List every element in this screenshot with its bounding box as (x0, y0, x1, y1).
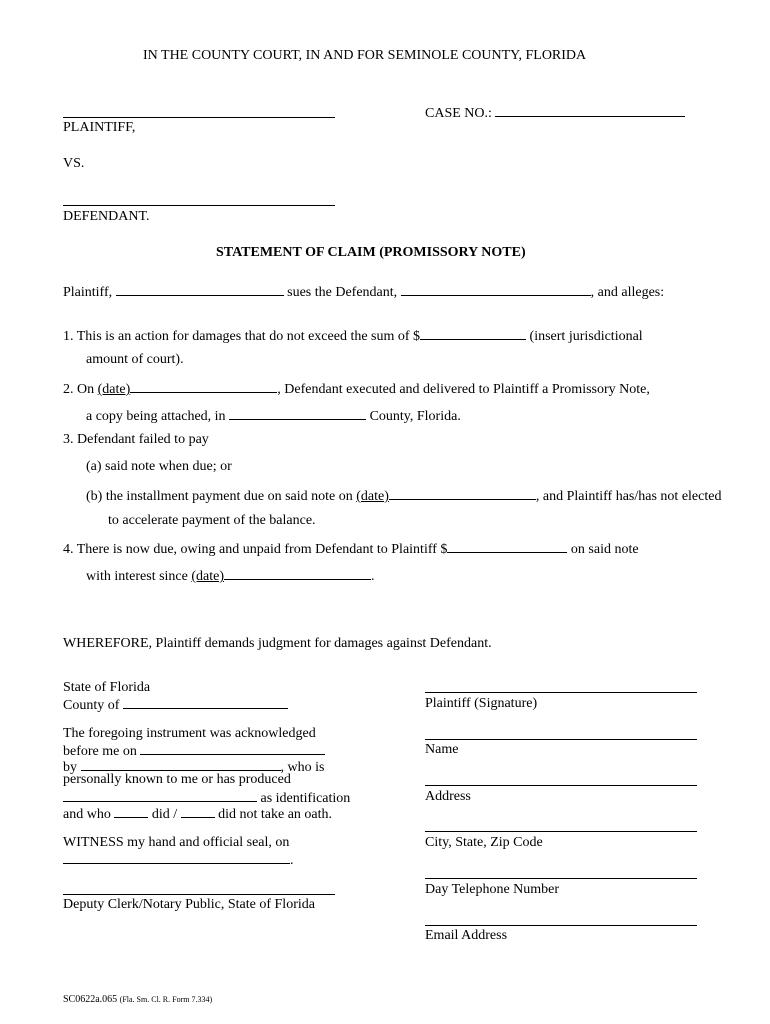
clerk-label: Deputy Clerk/Notary Public, State of Florida (63, 897, 315, 912)
notary-county-blank[interactable] (123, 695, 288, 709)
item-2-date-label: (date) (97, 382, 131, 397)
jurisdiction-amount-blank[interactable] (420, 326, 526, 340)
case-no-field (425, 103, 685, 122)
defendant-label: DEFENDANT. (63, 209, 150, 224)
signature-label: Plaintiff (Signature) (425, 696, 538, 711)
address-label: Address (425, 789, 471, 804)
intro-middle: sues the Defendant, (287, 285, 398, 300)
defendant-name-line[interactable] (63, 205, 335, 206)
item-2-cont-text: a copy being attached, in (86, 409, 226, 424)
ack-line-6 (63, 804, 332, 823)
item-3b-text: (b) the installment payment due on said note on (86, 489, 353, 504)
item-1-note: (insert jurisdictional (529, 329, 643, 344)
witness-line: WITNESS my hand and official seal, on (63, 835, 290, 850)
item-2 (63, 379, 650, 398)
interest-date-blank[interactable] (224, 566, 371, 580)
form-reference: (Fla. Sm. Cl. R. Form 7.334) (119, 995, 213, 1004)
item-3: 3. Defendant failed to pay (63, 432, 209, 447)
ack-did-not: did not take an oath. (218, 807, 333, 822)
ack-by-label: by (63, 760, 77, 775)
signature-line[interactable] (425, 692, 697, 693)
plaintiff-label: PLAINTIFF, (63, 120, 136, 135)
city-line[interactable] (425, 831, 697, 832)
item-2-text: , Defendant executed and delivered to Plaintiff a Promissory Note, (277, 382, 650, 397)
item-3b (86, 486, 721, 505)
amount-due-blank[interactable] (447, 539, 567, 553)
notary-county (63, 695, 288, 714)
name-label: Name (425, 742, 459, 757)
installment-date-blank[interactable] (389, 486, 536, 500)
plaintiff-name-line[interactable] (63, 117, 335, 118)
intro-line (63, 282, 664, 301)
item-3b-date-label: (date) (356, 489, 389, 504)
notary-county-label: County of (63, 698, 120, 713)
ack-before-label: before me on (63, 744, 137, 759)
case-no-label: CASE NO.: (425, 106, 492, 121)
vs-label: VS. (63, 156, 85, 171)
form-footer (63, 992, 212, 1008)
name-line[interactable] (425, 739, 697, 740)
item-4-cont-text: with interest since (86, 569, 188, 584)
witness-date-blank[interactable] (63, 850, 290, 864)
intro-suffix: , and alleges: (590, 285, 665, 300)
item-4-text: 4. There is now due, owing and unpaid from Defendant to Plaintiff $ (63, 542, 448, 557)
email-line[interactable] (425, 925, 697, 926)
item-1-cont: amount of court). (86, 352, 184, 367)
witness-date (63, 850, 294, 869)
phone-label: Day Telephone Number (425, 882, 560, 897)
notary-state: State of Florida (63, 680, 151, 695)
ack-person-blank[interactable] (81, 757, 281, 771)
note-date-blank[interactable] (130, 379, 277, 393)
ack-and-who: and who (63, 807, 111, 822)
item-2-county: County, Florida. (369, 409, 461, 424)
city-label: City, State, Zip Code (425, 835, 543, 850)
item-2-prefix: 2. On (63, 382, 95, 397)
ack-did: did / (151, 807, 178, 822)
ack-identification: as identification (260, 791, 351, 806)
ack-who-is: , who is (280, 760, 325, 775)
ack-line-1: The foregoing instrument was acknowledged (63, 726, 316, 741)
ack-line-4: personally known to me or has produced (63, 772, 291, 787)
phone-line[interactable] (425, 878, 697, 879)
clerk-signature-line[interactable] (63, 894, 335, 895)
oath-did-blank[interactable] (114, 804, 148, 818)
item-4 (63, 539, 639, 558)
plaintiff-intro-blank[interactable] (116, 282, 284, 296)
ack-date-blank[interactable] (140, 741, 325, 755)
court-title: IN THE COUNTY COURT, IN AND FOR SEMINOLE COUNTY, FLORIDA (143, 48, 587, 63)
wherefore-clause: WHEREFORE, Plaintiff demands judgment for damages against Defendant. (63, 636, 492, 651)
intro-prefix: Plaintiff, (63, 285, 113, 300)
item-3b-suffix: , and Plaintiff has/has not elected (535, 489, 722, 504)
oath-did-not-blank[interactable] (181, 804, 215, 818)
county-blank[interactable] (229, 406, 366, 420)
item-4-note: on said note (570, 542, 639, 557)
email-label: Email Address (425, 928, 508, 943)
item-4-end: . (371, 569, 375, 584)
item-1-text: 1. This is an action for damages that do not exceed the sum of $ (63, 329, 421, 344)
defendant-intro-blank[interactable] (401, 282, 591, 296)
address-line[interactable] (425, 785, 697, 786)
item-4-date-label: (date) (191, 569, 225, 584)
item-3a: (a) said note when due; or (86, 459, 232, 474)
witness-end: . (290, 853, 294, 868)
item-1 (63, 326, 643, 345)
identification-blank[interactable] (63, 788, 257, 802)
item-3b-cont: to accelerate payment of the balance. (108, 513, 316, 528)
item-2-cont (86, 406, 461, 425)
case-no-blank[interactable] (495, 103, 685, 117)
statement-title: STATEMENT OF CLAIM (PROMISSORY NOTE) (216, 245, 526, 260)
form-code: SC0622a.065 (63, 994, 118, 1005)
item-4-cont (86, 566, 375, 585)
